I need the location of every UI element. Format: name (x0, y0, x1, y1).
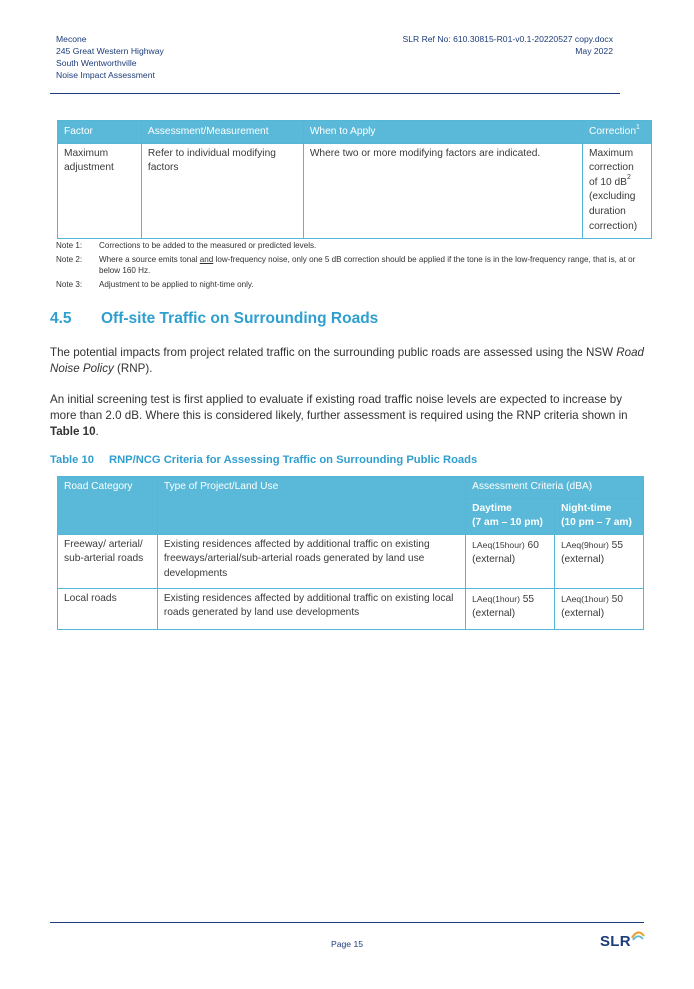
section-title: Off-site Traffic on Surrounding Roads (101, 310, 379, 327)
logo-text: SLR (600, 933, 631, 950)
header-date: May 2022 (575, 46, 613, 56)
col-when-to-apply: When to Apply (303, 121, 582, 144)
page-number: Page 15 (330, 939, 364, 949)
table-caption-number: Table 10 (50, 454, 94, 466)
cell-project-type: Existing residences affected by additional traffic on existing freeways/arterial/sub-arterial roads generated by land use developments (157, 534, 465, 588)
col-night-time: Night-time (10 pm – 7 am) (555, 498, 644, 534)
table-row (58, 143, 652, 238)
cell-correction: Maximum correction of 10 $dB^2$ (excluding duration correction) (583, 143, 652, 238)
cell-night-criteria: LAeq(9hour) 55 (external) (555, 534, 644, 588)
col-project-type: Type of Project/Land Use (157, 477, 465, 535)
table-header-row (58, 477, 644, 499)
note-3: Note 3: Adjustment to be applied to night-time only. (56, 280, 254, 289)
header-company: Mecone (56, 34, 87, 44)
section-number: 4.5 (50, 310, 72, 327)
header-ref-number: SLR Ref No: 610.30815-R01-v0.1-20220527 copy.docx (402, 34, 613, 44)
header-address (56, 33, 164, 81)
cell-night-criteria: LAeq(1hour) 50 (external) (555, 588, 644, 629)
header-report-title: Noise Impact Assessment (56, 70, 155, 80)
note-1: Note 1: Corrections to be added to the measured or predicted levels. (56, 241, 317, 250)
cell-road-category: Freeway/ arterial/ sub-arterial roads (58, 534, 158, 588)
modifying-factors-table (57, 120, 652, 239)
logo-mark-icon (630, 930, 646, 942)
table-caption (50, 454, 477, 466)
table-row (58, 588, 644, 629)
table-caption-title: RNP/NCG Criteria for Assessing Traffic on Surrounding Public Roads (109, 454, 478, 466)
cell-project-type: Existing residences affected by additional traffic on existing local roads generated by land use developments (157, 588, 465, 629)
slr-logo (600, 930, 646, 952)
note-2: Note 2: Where a source emits tonal and low-frequency noise, only one 5 dB correction should be applied if the tone is in the low-frequency range, that is, at or below 160 Hz. (56, 255, 636, 275)
cell-daytime-criteria: LAeq(15hour) 60 (external) (466, 534, 555, 588)
cell-daytime-criteria: LAeq(1hour) 55 (external) (466, 588, 555, 629)
cell-road-category: Local roads (58, 588, 158, 629)
paragraph-rnp: The potential impacts from project related traffic on the surrounding public roads are assessed using the NSW Road Noise Policy (RNP). (50, 346, 644, 375)
col-assessment: Assessment/Measurement (141, 121, 303, 144)
table-row (58, 534, 644, 588)
footnote-marker: 1 (636, 123, 640, 131)
col-correction: Correction$^1$ (583, 121, 652, 144)
header-suburb: South Wentworthville (56, 58, 137, 68)
header-divider (50, 93, 620, 94)
section-heading (50, 310, 378, 328)
footer-divider (50, 922, 644, 923)
cell-when-to-apply: Where two or more modifying factors are indicated. (303, 143, 582, 238)
rnp-criteria-table (57, 476, 644, 630)
header-reference (402, 33, 613, 57)
col-daytime: Daytime (7 am – 10 pm) (466, 498, 555, 534)
table-reference: Table 10 (50, 425, 96, 438)
table-notes (56, 240, 651, 293)
col-factor: Factor (58, 121, 142, 144)
cell-assessment: Refer to individual modifying factors (141, 143, 303, 238)
paragraph-screening-test: An initial screening test is first applied to evaluate if existing road traffic noise levels are expected to increase by more than 2.0 dB. Where this is considered likely, further assessment is required using the RNP criteria shown in Table 10. (50, 393, 628, 438)
col-assessment-criteria: Assessment Criteria (dBA) (466, 477, 644, 499)
col-road-category: Road Category (58, 477, 158, 535)
cell-factor: Maximum adjustment (58, 143, 142, 238)
table-header-row (58, 121, 652, 144)
header-street: 245 Great Western Highway (56, 46, 164, 56)
